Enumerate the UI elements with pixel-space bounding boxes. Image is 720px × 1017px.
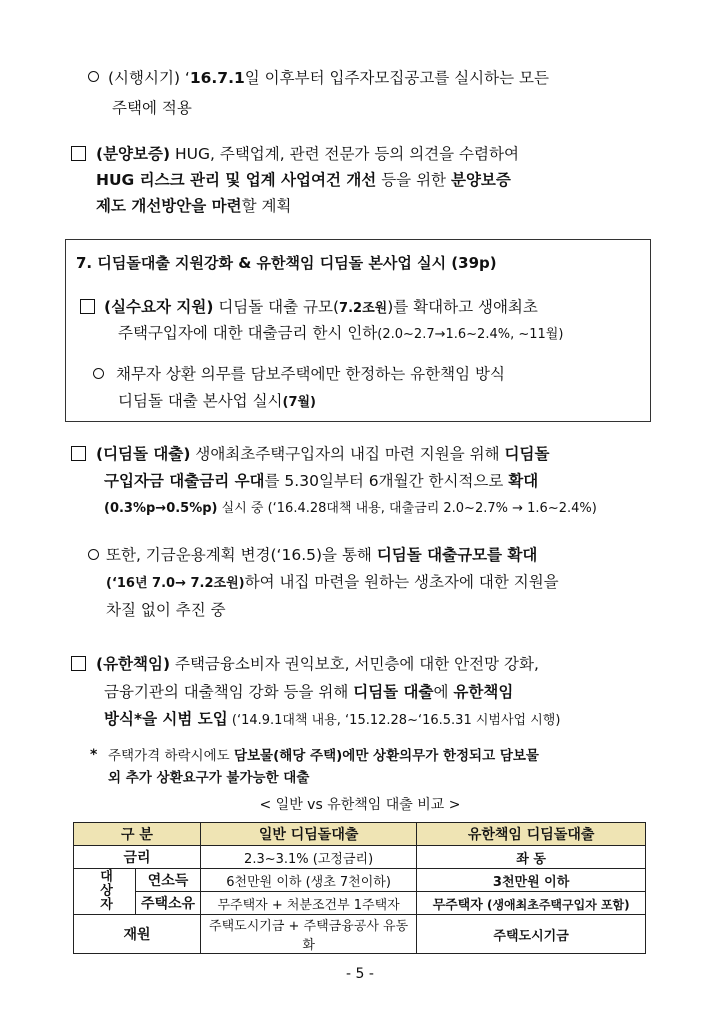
cell-general: 주택도시기금 + 주택금융공사 유동화 bbox=[201, 915, 417, 954]
s3-line2: 구입자금 대출금리 우대를 5.30일부터 6개월간 한시적으로 확대 bbox=[104, 472, 539, 490]
cell-limited: 주택도시기금 bbox=[417, 915, 646, 954]
cell-limited: 3천만원 이하 bbox=[417, 869, 646, 892]
s1-line1: (시행시기) ‘16.7.1일 이후부터 입주자모집공고를 실시하는 모든 bbox=[108, 69, 549, 87]
cell-general: 2.3~3.1% (고정금리) bbox=[201, 846, 417, 869]
s2-line2: HUG 리스크 관리 및 업계 사업여건 개선 등을 위한 분양보증 bbox=[96, 171, 511, 189]
box-p1-line2: 주택구입자에 대한 대출금리 한시 인하(2.0~2.7→1.6~2.4%, ~11월) bbox=[118, 324, 564, 342]
s4-line1: 또한, 기금운용계획 변경(‘16.5)을 통해 디딤돌 대출규모를 확대 bbox=[106, 546, 538, 564]
note-line1: 주택가격 하락시에도 담보물(해당 주택)에만 상환의무가 한정되고 담보물 bbox=[108, 748, 539, 764]
box-p2-line2: 디딤돌 대출 본사업 실시(7월) bbox=[118, 392, 317, 410]
s5-line2: 금융기관의 대출책임 강화 등을 위해 디딤돌 대출에 유한책임 bbox=[104, 683, 514, 701]
square-bullet-icon bbox=[80, 299, 95, 314]
table-caption: < 일반 vs 유한책임 대출 비교 > bbox=[259, 797, 461, 813]
s1-line2: 주택에 적용 bbox=[112, 99, 192, 117]
table-row bbox=[74, 892, 646, 915]
s5-line3: 방식*을 시범 도입 (‘14.9.1대책 내용, ‘15.12.28~‘16.5.31 시범사업 시행) bbox=[104, 710, 561, 728]
row-label: 금리 bbox=[74, 846, 201, 869]
square-bullet-icon bbox=[71, 146, 86, 161]
box-title: 7. 디딤돌대출 지원강화 & 유한책임 디딤돌 본사업 실시 (39p) bbox=[76, 254, 497, 272]
s5-line1: (유한책임) 주택금융소비자 권익보호, 서민층에 대한 안전망 강화, bbox=[96, 655, 539, 673]
note-asterisk: * bbox=[90, 747, 98, 763]
s4-line2: (‘16년 7.0→ 7.2조원)하여 내집 마련을 원하는 생초자에 대한 지원을 bbox=[106, 573, 559, 591]
table-row bbox=[74, 869, 646, 892]
table-row bbox=[74, 846, 646, 869]
cell-limited: 좌 동 bbox=[417, 846, 646, 869]
group-label: 대상자 bbox=[97, 868, 112, 911]
header-general: 일반 디딤돌대출 bbox=[201, 823, 417, 846]
s3-line1: (디딤돌 대출) 생애최초주택구입자의 내집 마련 지원을 위해 디딤돌 bbox=[96, 445, 550, 463]
circle-bullet-icon bbox=[93, 368, 104, 379]
square-bullet-icon bbox=[71, 656, 86, 671]
circle-bullet-icon bbox=[88, 71, 99, 82]
cell-general: 6천만원 이하 (생초 7천이하) bbox=[201, 869, 417, 892]
row-label: 주택소유 bbox=[136, 892, 201, 915]
s2-line3: 제도 개선방안을 마련할 계획 bbox=[96, 197, 292, 215]
table-header-row bbox=[74, 823, 646, 846]
s3-line3: (0.3%p→0.5%p) 실시 중 (‘16.4.28대책 내용, 대출금리 2.0~2.7% → 1.6~2.4%) bbox=[104, 501, 597, 516]
group-label-cell bbox=[74, 869, 136, 915]
row-label: 연소득 bbox=[136, 869, 201, 892]
s2-line1: (분양보증) HUG, 주택업계, 관련 전문가 등의 의견을 수렴하여 bbox=[96, 145, 519, 163]
box-p1-line1: (실수요자 지원) 디딤돌 대출 규모(7.2조원)를 확대하고 생애최초 bbox=[104, 298, 538, 316]
square-bullet-icon bbox=[71, 446, 86, 461]
table-row bbox=[74, 915, 646, 954]
comparison-table bbox=[73, 822, 646, 954]
circle-bullet-icon bbox=[88, 549, 99, 560]
header-limited: 유한책임 디딤돌대출 bbox=[417, 823, 646, 846]
page-number: - 5 - bbox=[346, 966, 374, 982]
cell-limited: 무주택자 (생애최초주택구입자 포함) bbox=[417, 892, 646, 915]
cell-general: 무주택자 + 처분조건부 1주택자 bbox=[201, 892, 417, 915]
row-label: 재원 bbox=[74, 915, 201, 954]
s4-line3: 차질 없이 추진 중 bbox=[106, 601, 226, 619]
note-line2: 외 추가 상환요구가 불가능한 대출 bbox=[108, 770, 310, 786]
header-category: 구 분 bbox=[74, 823, 201, 846]
box-p2-line1: 채무자 상환 의무를 담보주택에만 한정하는 유한책임 방식 bbox=[116, 365, 505, 383]
